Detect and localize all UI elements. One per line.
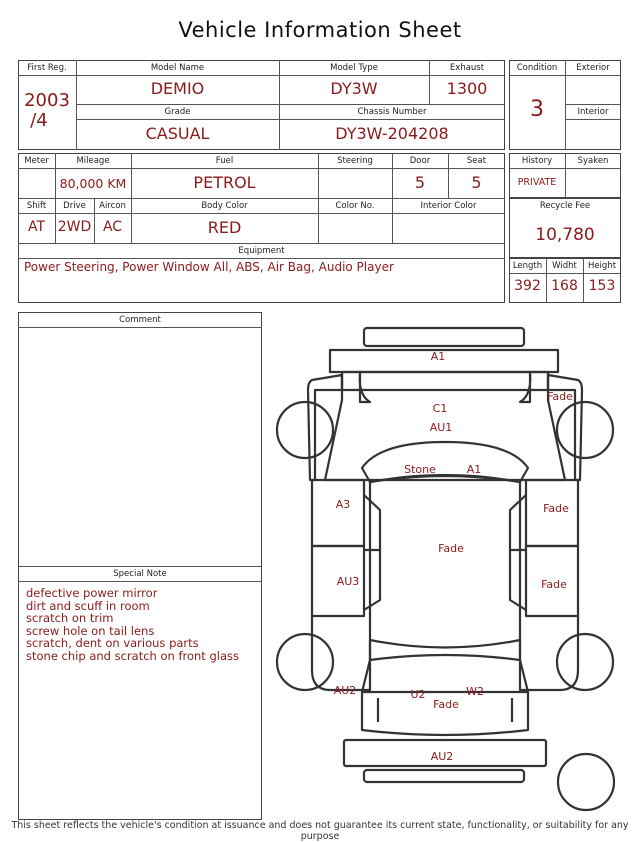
- seat-label: Seat: [466, 156, 487, 166]
- mileage-label: Mileage: [76, 156, 110, 166]
- shift-label: Shift: [26, 201, 47, 211]
- mark-front-door-right: Fade: [543, 502, 569, 515]
- model-name-value: DEMIO: [150, 79, 205, 98]
- special-note-item: screw hole on tail lens: [26, 623, 155, 638]
- mark-rear-bumper: AU2: [430, 750, 454, 763]
- length-label: Length: [512, 261, 543, 271]
- fuel-value: PETROL: [193, 173, 256, 192]
- width-label: Widht: [552, 261, 577, 271]
- history-label: History: [521, 156, 553, 166]
- equipment-label: Equipment: [238, 246, 285, 256]
- mileage-value: 80,000 KM: [59, 176, 127, 191]
- steering-label: Steering: [337, 156, 373, 166]
- exterior-label: Exterior: [576, 63, 610, 73]
- height-label: Height: [587, 261, 617, 271]
- grade-value: CASUAL: [145, 124, 210, 143]
- page-title: Vehicle Information Sheet: [178, 18, 462, 42]
- length-value: 392: [514, 278, 541, 294]
- mark-bonnet-top: C1: [432, 402, 448, 415]
- wheel-front-left: [277, 402, 333, 458]
- interior-label: Interior: [577, 107, 609, 117]
- history-value: PRIVATE: [517, 177, 557, 188]
- special-note-item: stone chip and scratch on front glass: [26, 648, 239, 663]
- front-bumper: [364, 328, 524, 346]
- wheel-rear-left: [277, 634, 333, 690]
- model-name-label: Model Name: [150, 63, 205, 73]
- special-note-label: Special Note: [113, 569, 167, 579]
- mark-front-door-left: A3: [335, 498, 351, 511]
- roof: [370, 476, 520, 648]
- exhaust-value: 1300: [446, 79, 488, 98]
- color-no-label: Color No.: [335, 201, 375, 211]
- first-reg-month: /4: [30, 110, 48, 131]
- left-front-door: [312, 480, 364, 546]
- mark-fender-right: Fade: [547, 390, 573, 403]
- mark-roof: Fade: [438, 542, 464, 555]
- wheel-front-right: [557, 402, 613, 458]
- body-color-label: Body Color: [201, 201, 248, 211]
- meter-label: Meter: [24, 156, 49, 166]
- model-type-label: Model Type: [330, 63, 378, 73]
- first-reg-label: First Reg.: [27, 63, 67, 73]
- first-reg-year: 2003: [24, 90, 70, 111]
- mark-rear-door-left: AU3: [336, 575, 360, 588]
- spare-wheel: [558, 754, 614, 810]
- door-value: 5: [414, 173, 426, 192]
- special-note-item: scratch, dent on various parts: [26, 636, 199, 650]
- footer-disclaimer: This sheet reflects the vehicle's condition at issuance and does not guarantee its current state, functionality, or suitability for any purpose: [11, 820, 629, 842]
- seat-value: 5: [471, 173, 482, 192]
- equipment-value: Power Steering, Power Window All, ABS, Air Bag, Audio Player: [24, 260, 394, 274]
- comment-label: Comment: [119, 315, 161, 325]
- special-note-item: dirt and scuff in room: [26, 598, 150, 613]
- body-color-value: RED: [207, 218, 242, 237]
- fuel-label: Fuel: [215, 156, 234, 166]
- recycle-fee-label: Recycle Fee: [539, 201, 591, 211]
- mark-rear-glass: Fade: [433, 698, 459, 711]
- mark-rear-glass-left: U2: [410, 688, 426, 701]
- special-note-item: defective power mirror: [26, 586, 158, 600]
- mark-bonnet: AU1: [429, 421, 453, 434]
- interior-color-label: Interior Color: [420, 201, 477, 211]
- mark-windshield-right: A1: [466, 463, 482, 476]
- syaken-label: Syaken: [577, 156, 609, 166]
- shift-value: AT: [27, 219, 46, 235]
- hood-headlight-left: [360, 372, 370, 402]
- mark-rear-quarter-left: AU2: [333, 684, 357, 697]
- hood: [342, 372, 548, 390]
- condition-value: 3: [530, 97, 544, 122]
- wheel-rear-right: [557, 634, 613, 690]
- mark-rear-door-right: Fade: [541, 578, 567, 591]
- mark-rear-glass-right: W2: [466, 685, 484, 698]
- mark-front-bumper: A1: [430, 350, 446, 363]
- mark-windshield-left: Stone: [404, 463, 436, 476]
- special-notes-list: [26, 587, 258, 662]
- grade-label: Grade: [164, 107, 191, 117]
- aircon-label: Aircon: [99, 201, 126, 211]
- recycle-fee-value: 10,780: [535, 225, 595, 245]
- door-label: Door: [409, 156, 431, 166]
- model-type-value: DY3W: [330, 79, 378, 98]
- height-value: 153: [588, 278, 616, 294]
- chassis-value: DY3W-204208: [335, 124, 449, 143]
- exhaust-label: Exhaust: [449, 63, 485, 73]
- car-damage-diagram: [270, 320, 630, 820]
- hood-headlight-right: [520, 372, 530, 402]
- drive-value: 2WD: [57, 219, 92, 235]
- special-note-item: scratch on trim: [26, 611, 114, 625]
- aircon-value: AC: [102, 219, 123, 235]
- chassis-label: Chassis Number: [357, 107, 427, 117]
- drive-label: Drive: [63, 201, 86, 211]
- width-value: 168: [551, 278, 578, 294]
- condition-label: Condition: [516, 63, 558, 73]
- rear-glass: [362, 655, 528, 692]
